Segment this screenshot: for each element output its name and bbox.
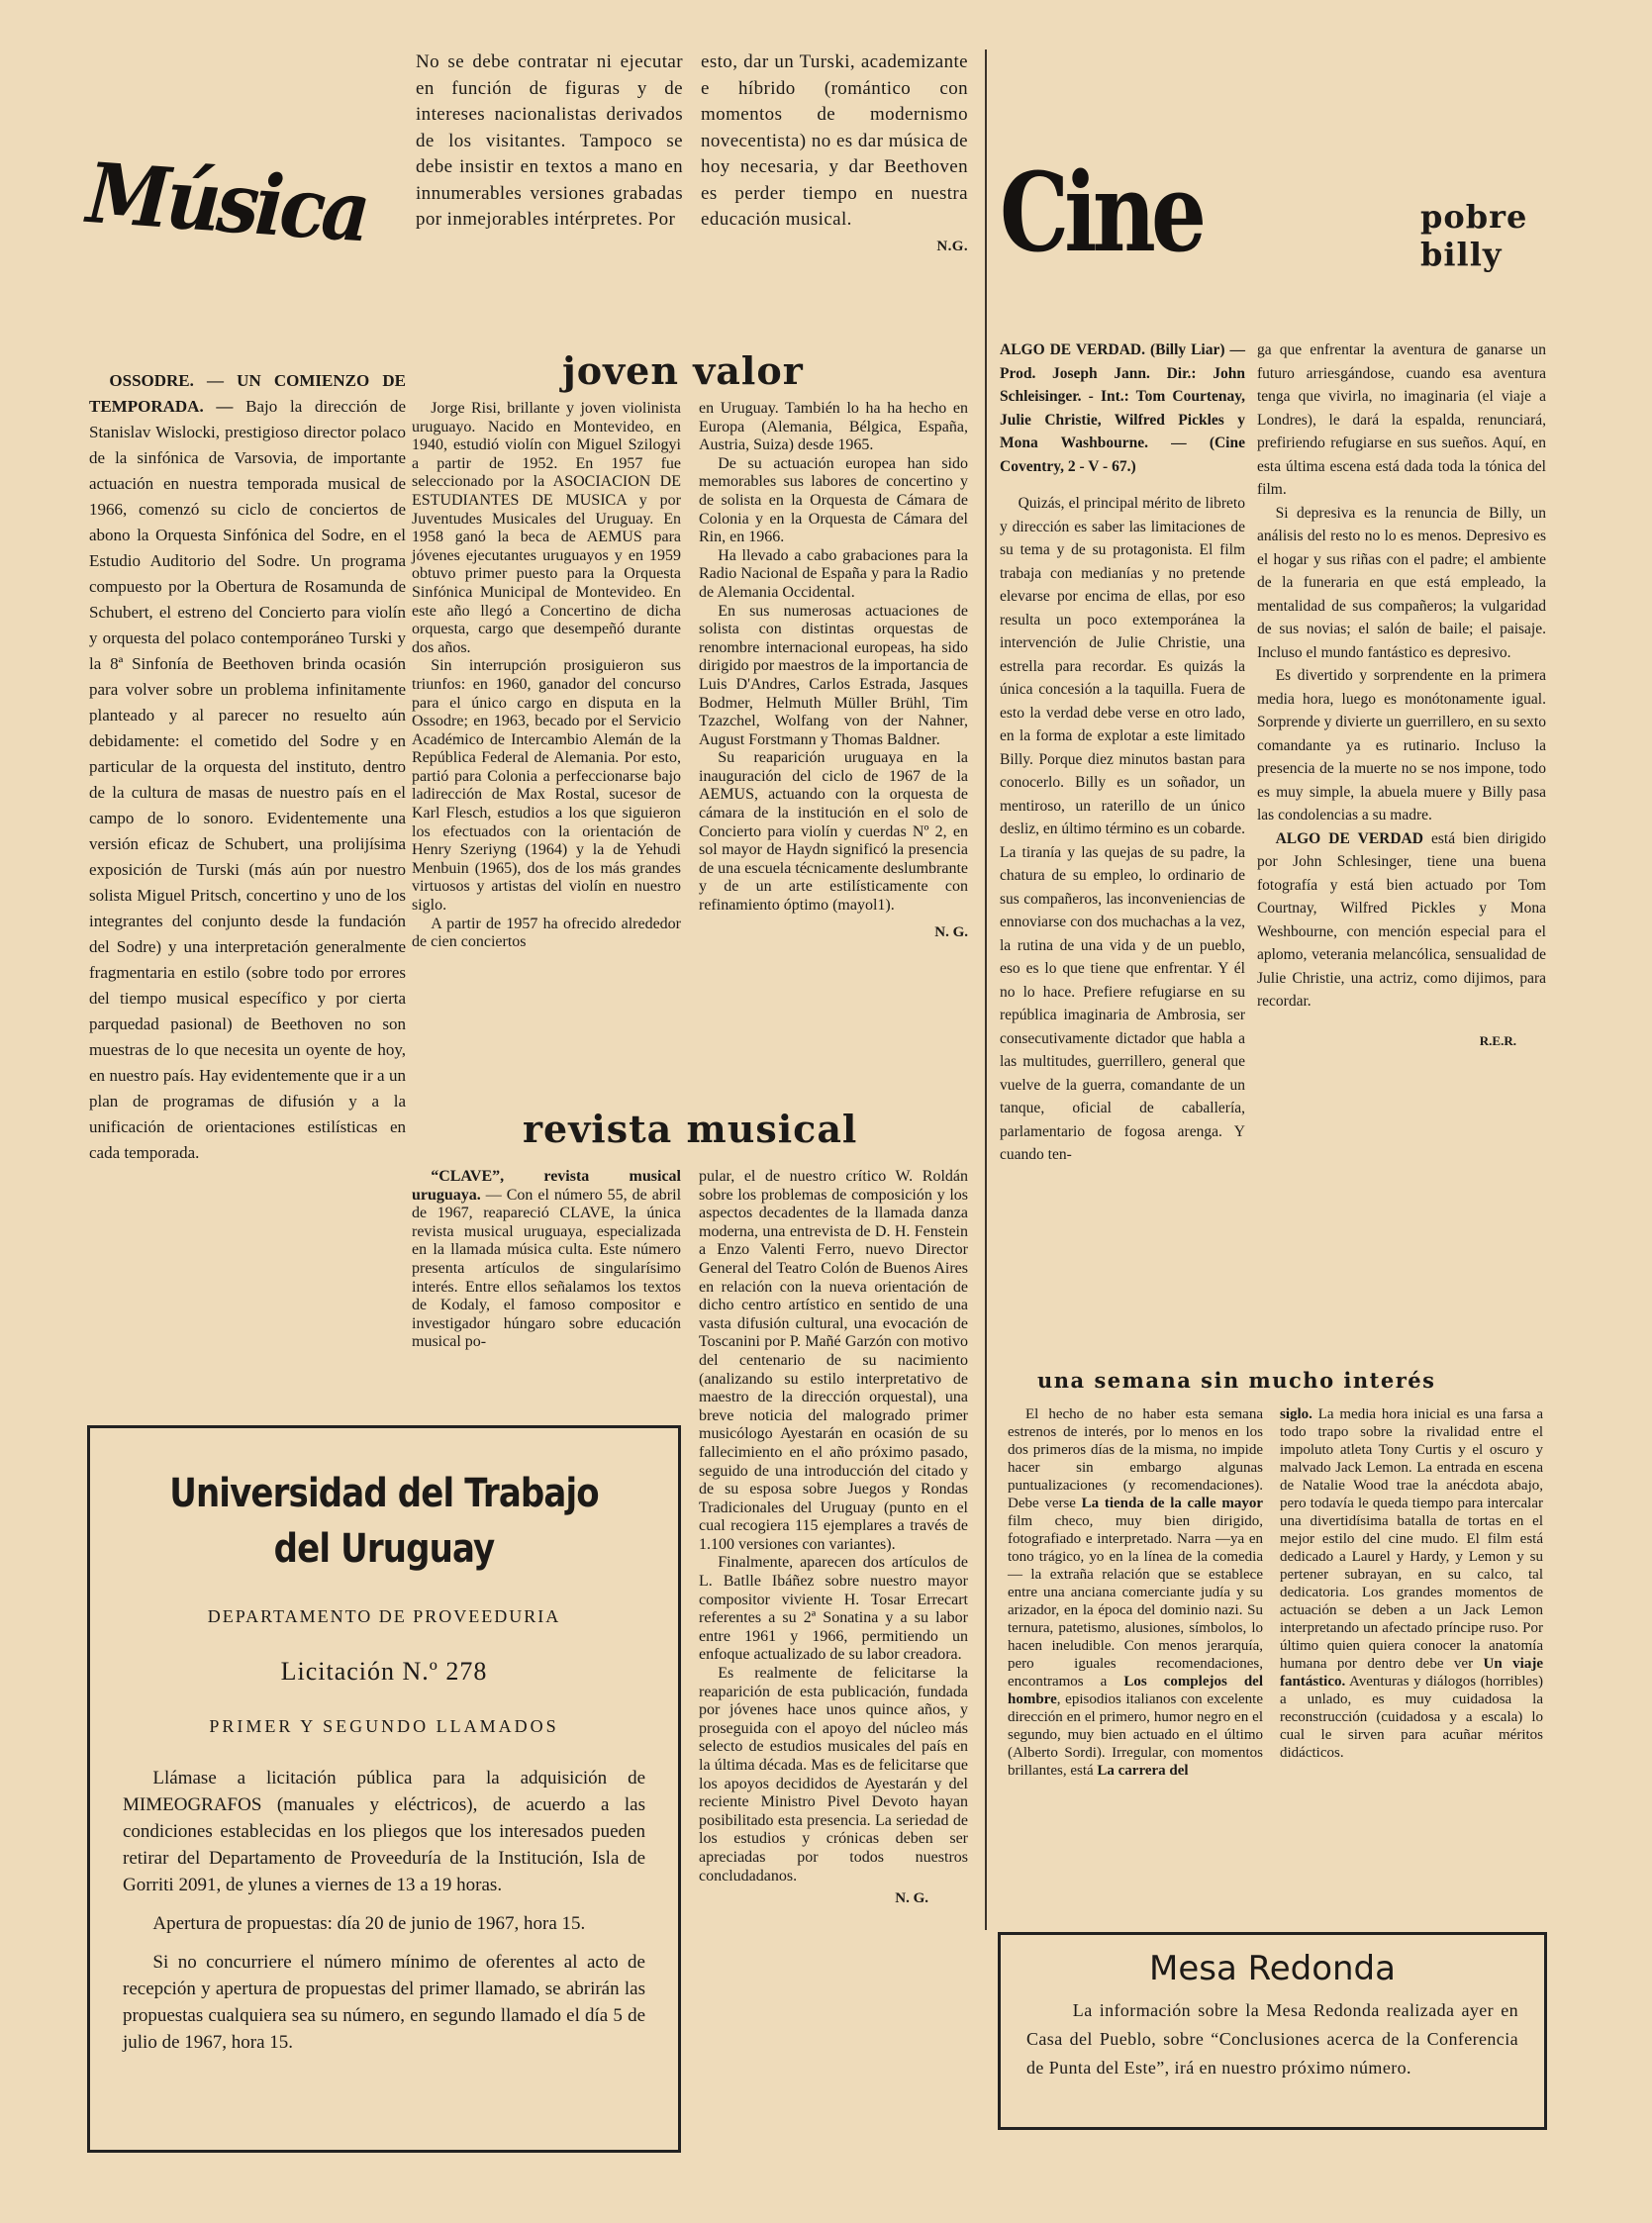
licitacion-advertisement <box>87 1425 681 2153</box>
revista-musical-heading: revista musical <box>523 1107 858 1151</box>
text: Aventuras y diálogos (horribles) a unlado, es muy cuidadosa la reconstrucción (cuidadosa y a escala) lo cual le sirven para acuñar méritos didácticos. <box>1280 1674 1543 1761</box>
paragraph: ga que enfrentar la aventura de ganarse un futuro arriesgándose, cuando esa aventura tenga que vivirla, no imaginaria (el viaje a Londres), le dará la espalda, renunciará, prefiriendo refugiarse en sus sueños. Aquí, en esta última escena está dada toda la tónica del film. <box>1257 341 1546 498</box>
paragraph: en Uruguay. También lo ha ha hecho en Europa (Alemania, Bélgica, España, Austria, Suiza) desde 1965. <box>699 400 968 454</box>
film-credits: ALGO DE VERDAD. (Billy Liar) — Prod. Joseph Jann. Dir.: John Schleisinger. - Int.: Tom Courtenay, Julie Christie, Wilfred Pickles y Mona Washbourne. — (Cine Coventry, 2 - V - 67.) <box>1000 341 1245 475</box>
joven-valor-col-2 <box>412 400 681 952</box>
article-body: Bajo la dirección de Stanislav Wislocki, prestigioso director polaco de la sinfónica de Varsovia, de importante actuación en nuestra temporada musical de 1966, comenzó su ciclo de conciertos de abono la Orquesta Sinfónica del Sodre, en el Estudio Auditorio del Sodre. Un programa compuesto por la Obertura de Rosamunda de Schubert, el estreno del Concierto para violín y orquesta del polaco contemporáneo Turski y la 8ª Sinfonía de Beethoven brinda ocasión para volver sobre un problema infinitamente planteado y al parecer no resuelto aún debidamente: el cometido del Sodre y en particular de la orquesta del instituto, dentro de la cultura de masas de nuestro país en el campo de lo sonoro. Evidentemente una versión eficaz de Schubert, una prolijísima exposición de Turski (más aún por nuestro solista Miguel Pritsch, concertino y uno de los integrantes del conjunto desde la fundación del Sodre) y una interpretación generalmente fragmentaria en estilo (sobre todo por errores del tiempo musical específico y por cierta parquedad pasional) de Beethoven no son muestras de lo que necesita un oyente de hoy, en nuestro país. Hay evidentemente que ir a un plan de programas de difusión y a la unificación de orientaciones estilísticas en cada temporada. <box>89 397 406 1162</box>
ad-paragraph: Llámase a licitación pública para la adquisición de MIMEOGRAFOS (manuales y eléctricos), de acuerdo a las condiciones establecidas en los pliegos que los interesados pueden retirar del Departamento de Proveeduría de la Institución, Isla de Gorriti 2091, de ylunes a viernes de 13 a 19 horas. <box>123 1768 645 1895</box>
paragraph: Jorge Risi, brillante y joven violinista uruguayo. Nacido en Montevideo, en 1940, estudió violín con Miguel Szilogyi a partir de 1952. En 1957 fue seleccionado por la ASOCIACION DE ESTUDIANTES DE MUSICA y por Juventudes Musicales del Uruguay. En 1958 ganó la beca de AEMUS para jóvenes ejecutantes uruguayos y en 1959 obtuvo primer puesto para la Orquesta Sinfónica Municipal de Montevideo. En este año llegó a Concertino de dicha orquesta, cargo que desempeñó durante dos años. <box>412 400 681 656</box>
cine-col-1 <box>1000 338 1245 1167</box>
revista-col-2 <box>412 1168 681 1352</box>
signature: N. G. <box>934 923 968 940</box>
intro-column-3 <box>701 49 968 259</box>
joven-valor-col-3 <box>699 400 968 941</box>
film-title: Un viaje fantástico. <box>1280 1656 1543 1690</box>
article-body: — Con el número 55, de abril de 1967, reapareció CLAVE, la única revista musical uruguaya, especializada en la llamada música culta. Este número presenta artículos de singularísimo interés. Entre ellos señalamos los textos de Kodaly, el famoso compositor e investigador húngaro sobre educación musical po- <box>412 1186 682 1351</box>
mesa-redonda-box <box>998 1932 1547 2130</box>
film-title: siglo. <box>1280 1406 1312 1422</box>
mesa-body: La información sobre la Mesa Redonda realizada ayer en Casa del Pueblo, sobre “Conclusiones acerca de la Conferencia de Punta del Este”, irá en nuestro próximo número. <box>1026 2000 1518 2078</box>
mesa-title: Mesa Redonda <box>1149 1949 1396 1988</box>
text: El hecho de no haber esta semana estrenos de interés, por lo menos en los dos primeros días de la misma, no impide hacer sin embargo algunas puntualizaciones (y recomendaciones). Debe verse <box>1008 1406 1263 1511</box>
musica-logo: Música <box>83 144 370 261</box>
paragraph: Su reaparición uruguaya en la inauguración del ciclo de 1967 de la AEMUS, actuando con la orquesta de cámara de la institución en el solo de Concierto para violín y cuerdas Nº 2, en sol mayor de Haydn significó la presencia de una escuela técnicamente deslumbrante y de un arte estilísticamente con refinamiento óptimo (mayol1). <box>699 749 968 915</box>
ad-title: Universidad del Trabajo <box>169 1471 599 1516</box>
paragraph: Es realmente de felicitarse la reaparición de esta publicación, fundada por jóvenes hace unos quince años, y proseguida con el apoyo del núcleo más selecto de estudios musicales del país en la última década. Mas es de felicitarse que los apoyos decididos de Ayestarán y del reciente Ministro Pivel Devoto hayan posibilitado esta presencia. La seriedad de los estudios y crónicas deben ser apreciadas por todos nuestros concludadanos. <box>699 1665 968 1885</box>
paragraph: A partir de 1957 ha ofrecido alrededor de cien conciertos <box>412 915 681 951</box>
film-title: ALGO DE VERDAD <box>1275 829 1423 847</box>
article-lead: OSSODRE. — UN COMIENZO DE TEMPORADA. — <box>89 371 406 416</box>
cine-title-line: billy <box>1420 236 1503 273</box>
paragraph: Ha llevado a cabo grabaciones para la Radio Nacional de España y para la Radio de Alemania Occidental. <box>699 546 968 601</box>
revista-col-3 <box>699 1168 968 1908</box>
ossodre-article <box>89 368 406 1166</box>
article-lead: “CLAVE”, revista musical uruguaya. <box>412 1168 681 1204</box>
paragraph: Si depresiva es la renuncia de Billy, un análisis del resto no lo es menos. Depresivo es el hogar y sus riñas con el padre; el ambiente de la funeraria en que está empleado, la mentalidad de sus compañeros; la vulgaridad de sus novias; el salón de baile; el paisaje. Incluso el mundo fantástico es depresivo. <box>1257 504 1546 661</box>
cine-title <box>1420 198 1527 273</box>
semana-col-1 <box>1008 1405 1263 1780</box>
paragraph: Finalmente, aparecen dos artículos de L. Batlle Ibáñez sobre nuestro mayor compositor viviente H. Tosar Errecart referentes a su 2ª Sonatina y a su labor entre 1961 y 1966, permitiendo un enfoque actualizado de su labor creadora. <box>699 1554 968 1664</box>
ad-paragraph: Apertura de propuestas: día 20 de junio de 1967, hora 15. <box>152 1913 586 1934</box>
film-title: Los complejos del hombre <box>1008 1674 1263 1707</box>
intro-column-2 <box>416 49 683 234</box>
text: , episodios italianos con excelente dirección en el primero, humor negro en el segundo, muy bien actuado en el último (Alberto Sordi). Irregular, con momentos brillantes, está <box>1008 1691 1263 1779</box>
joven-valor-heading: joven valor <box>562 348 804 393</box>
semana-heading: una semana sin mucho interés <box>1037 1368 1436 1393</box>
signature: N. G. <box>895 1890 928 1907</box>
column-divider <box>985 49 987 1930</box>
cine-logo: Cine <box>1000 148 1203 276</box>
text: film checo, muy bien dirigido, fotografiado e interpretado. Narra —ya en tono trágico, yo en la línea de la comedia— la extraña relación que se establece entre una anciana comerciante judía y su arizador, en la época del dominio nazi. Su ternura, patetismo, alusiones, símbolos, lo hacen ineludible. Con menos jerarquía, pero iguales recomendaciones, encontramos a <box>1008 1513 1263 1690</box>
text: La media hora inicial es una farsa a todo trapo sobre la rivalidad entre el impoluto atleta Tony Curtis y el oscuro y malvado Jack Lemon. La entrada en escena de Natalie Wood trae la anécdota abajo, pero todavía le queda tiempo para intercalar una divertidísima batalla de tortas en el mejor estilo del cine mudo. El film está dedicado a Laurel y Hardy, y Lemon y su pertener subrayan, en su calco, tal dedicatoria. Los grandes momentos de actuación se deben a un Jack Lemon interpretando un afectado príncipe ruso. Por último quien quiera conocer la anatomía humana por dentro debe ver <box>1280 1406 1543 1672</box>
intro-text-cont: esto, dar un Turski, academizante e híbrido (romántico con momentos de modernismo novecentista) no es dar música de hoy necesaria, y dar Beethoven es perder tiempo en nuestra educación musical. <box>701 51 968 230</box>
ad-licitacion-number: Licitación N.º 278 <box>280 1657 488 1686</box>
signature: R.E.R. <box>1479 1032 1516 1048</box>
intro-text: No se debe contratar ni ejecutar en función de figuras y de intereses nacionalistas derivados de los visitantes. Tampoco se debe insistir en textos a mano en innumerables versiones grabadas por inmejorables intérpretes. Por <box>416 51 683 230</box>
cine-col-2 <box>1257 338 1546 1052</box>
signature: N.G. <box>936 238 968 254</box>
paragraph: Quizás, el principal mérito de libreto y dirección es saber las limitaciones de su tema y de su protagonista. El film trabaja con medianías y no pretende elevarse por encima de ellas, por eso resulta un poco extemporánea la intervención de Julie Christie, una estrella para recordar. Es quizás la única concesión a la taquilla. Fuera de esto la verdad debe verse en otro lado, en la forma de explotar a este limitado Billy. Porque diez minutos bastan para conocerlo. Billy es un soñador, un mentiroso, un raterillo de un único desliz, en último término es un cobarde. La tiranía y las quejas de su padre, la chatura de su empleo, lo ordinario de sus compañeros, las inconveniencias de ennoviarse con dos muchachas a la vez, la rutina de una vida y de un pueblo, eso es lo que tiene que enfrentar. Y él no lo hace. Prefiere refugiarse en su república imaginaria de Ambrosia, ser consecutivamente dictador que habla a las multitudes, guerrillero, general que vuelve de la guerra, comandante de un tanque, oficial de caballería, parlamentario de fogosa arenga. Y cuando ten- <box>1000 495 1245 1163</box>
paragraph: está bien dirigido por John Schlesinger, tiene una buena fotografía y está bien actuado por Tom Courtnay, Wilfred Pickles y Mona Weshbourne, con mención especial para el aplomo, veterania melancólica, sensualidad de Julie Christie, una actriz, como dijimos, para recordar. <box>1257 829 1547 1010</box>
paragraph: De su actuación europea han sido memorables sus labores de concertino y de solista en la Orquesta de Cámara de Colonia y en la Orquesta de Cámara del Rin, en 1966. <box>699 454 968 546</box>
film-title: La tienda de la calle mayor <box>1081 1496 1264 1511</box>
ad-title: del Uruguay <box>273 1526 495 1572</box>
film-title: La carrera del <box>1097 1763 1189 1779</box>
paragraph: En sus numerosas actuaciones de solista con distintas orquestas de renombre internacional europeas, ha sido dirigido por maestros de la importancia de Luis D'Andres, Carlos Estrada, Jasques Bodmer, Helmuth Müller Brühl, Tim Tzazchel, Wolfang von der Nahner, August Forstmann y Thomas Baldner. <box>699 602 968 748</box>
semana-col-2 <box>1280 1405 1543 1762</box>
ad-llamados: PRIMER Y SEGUNDO LLAMADOS <box>209 1716 559 1736</box>
ad-paragraph: Si no concurriere el número mínimo de oferentes al acto de recepción y apertura de propuestas del primer llamado, se abrirán las propuestas cualquiera sea su número, en segundo llamado el día 5 de julio de 1967, hora 15. <box>123 1952 645 2053</box>
paragraph: pular, el de nuestro crítico W. Roldán sobre los problemas de composición y los aspectos decadentes de la llamada danza moderna, una entrevista de D. H. Fenstein a Enzo Valenti Ferro, nuevo Director General del Teatro Colón de Buenos Aires en relación con la nueva orientación de dicho centro artístico en sentido de una vasta difusión cultural, una evocación de Toscanini por P. Mañé Garzón con motivo del centenario de su nacimiento (analizando su estilo interpretativo de maestro de la dirección orquestal), una breve noticia del malogrado primer musicólogo Ayestarán en ocasión de su fallecimiento en el año próximo pasado, seguido de una introducción del citado y de su esposa sobre Juegos y Rondas Tradicionales del Uruguay (punto en el cual recogiera 115 ejemplares a través de 1.100 versiones con variantes). <box>699 1168 968 1553</box>
paragraph: Sin interrupción prosiguieron sus triunfos: en 1960, ganador del concurso para el único cargo en disputa en la Ossodre; en 1963, becado por el Servicio Académico de Intercambio Alemán de la República Federal de Alemania. Por esto, partió para Colonia a perfeccionarse bajo ladirección de Max Rostal, sucesor de Karl Flesch, estudios a los que siguieron los efectuados con la orientación de Henry Szeriyng (1964) y la de Yehudi Menbuin (1965), dos de los más grandes virtuosos y artistas del violín en nuestro siglo. <box>412 657 681 915</box>
paragraph: Es divertido y sorprendente en la primera media hora, luego es monótonamente igual. Sorprende y divierte un guerrillero, en su sexto comandante ya es rutinario. Incluso la presencia de la muerte no se nos impone, todo es muy simple, la abuela muere y Billy pasa las condolencias a su madre. <box>1257 667 1546 823</box>
cine-title-line: pobre <box>1420 198 1528 236</box>
ad-department: DEPARTAMENTO DE PROVEEDURIA <box>207 1606 561 1626</box>
